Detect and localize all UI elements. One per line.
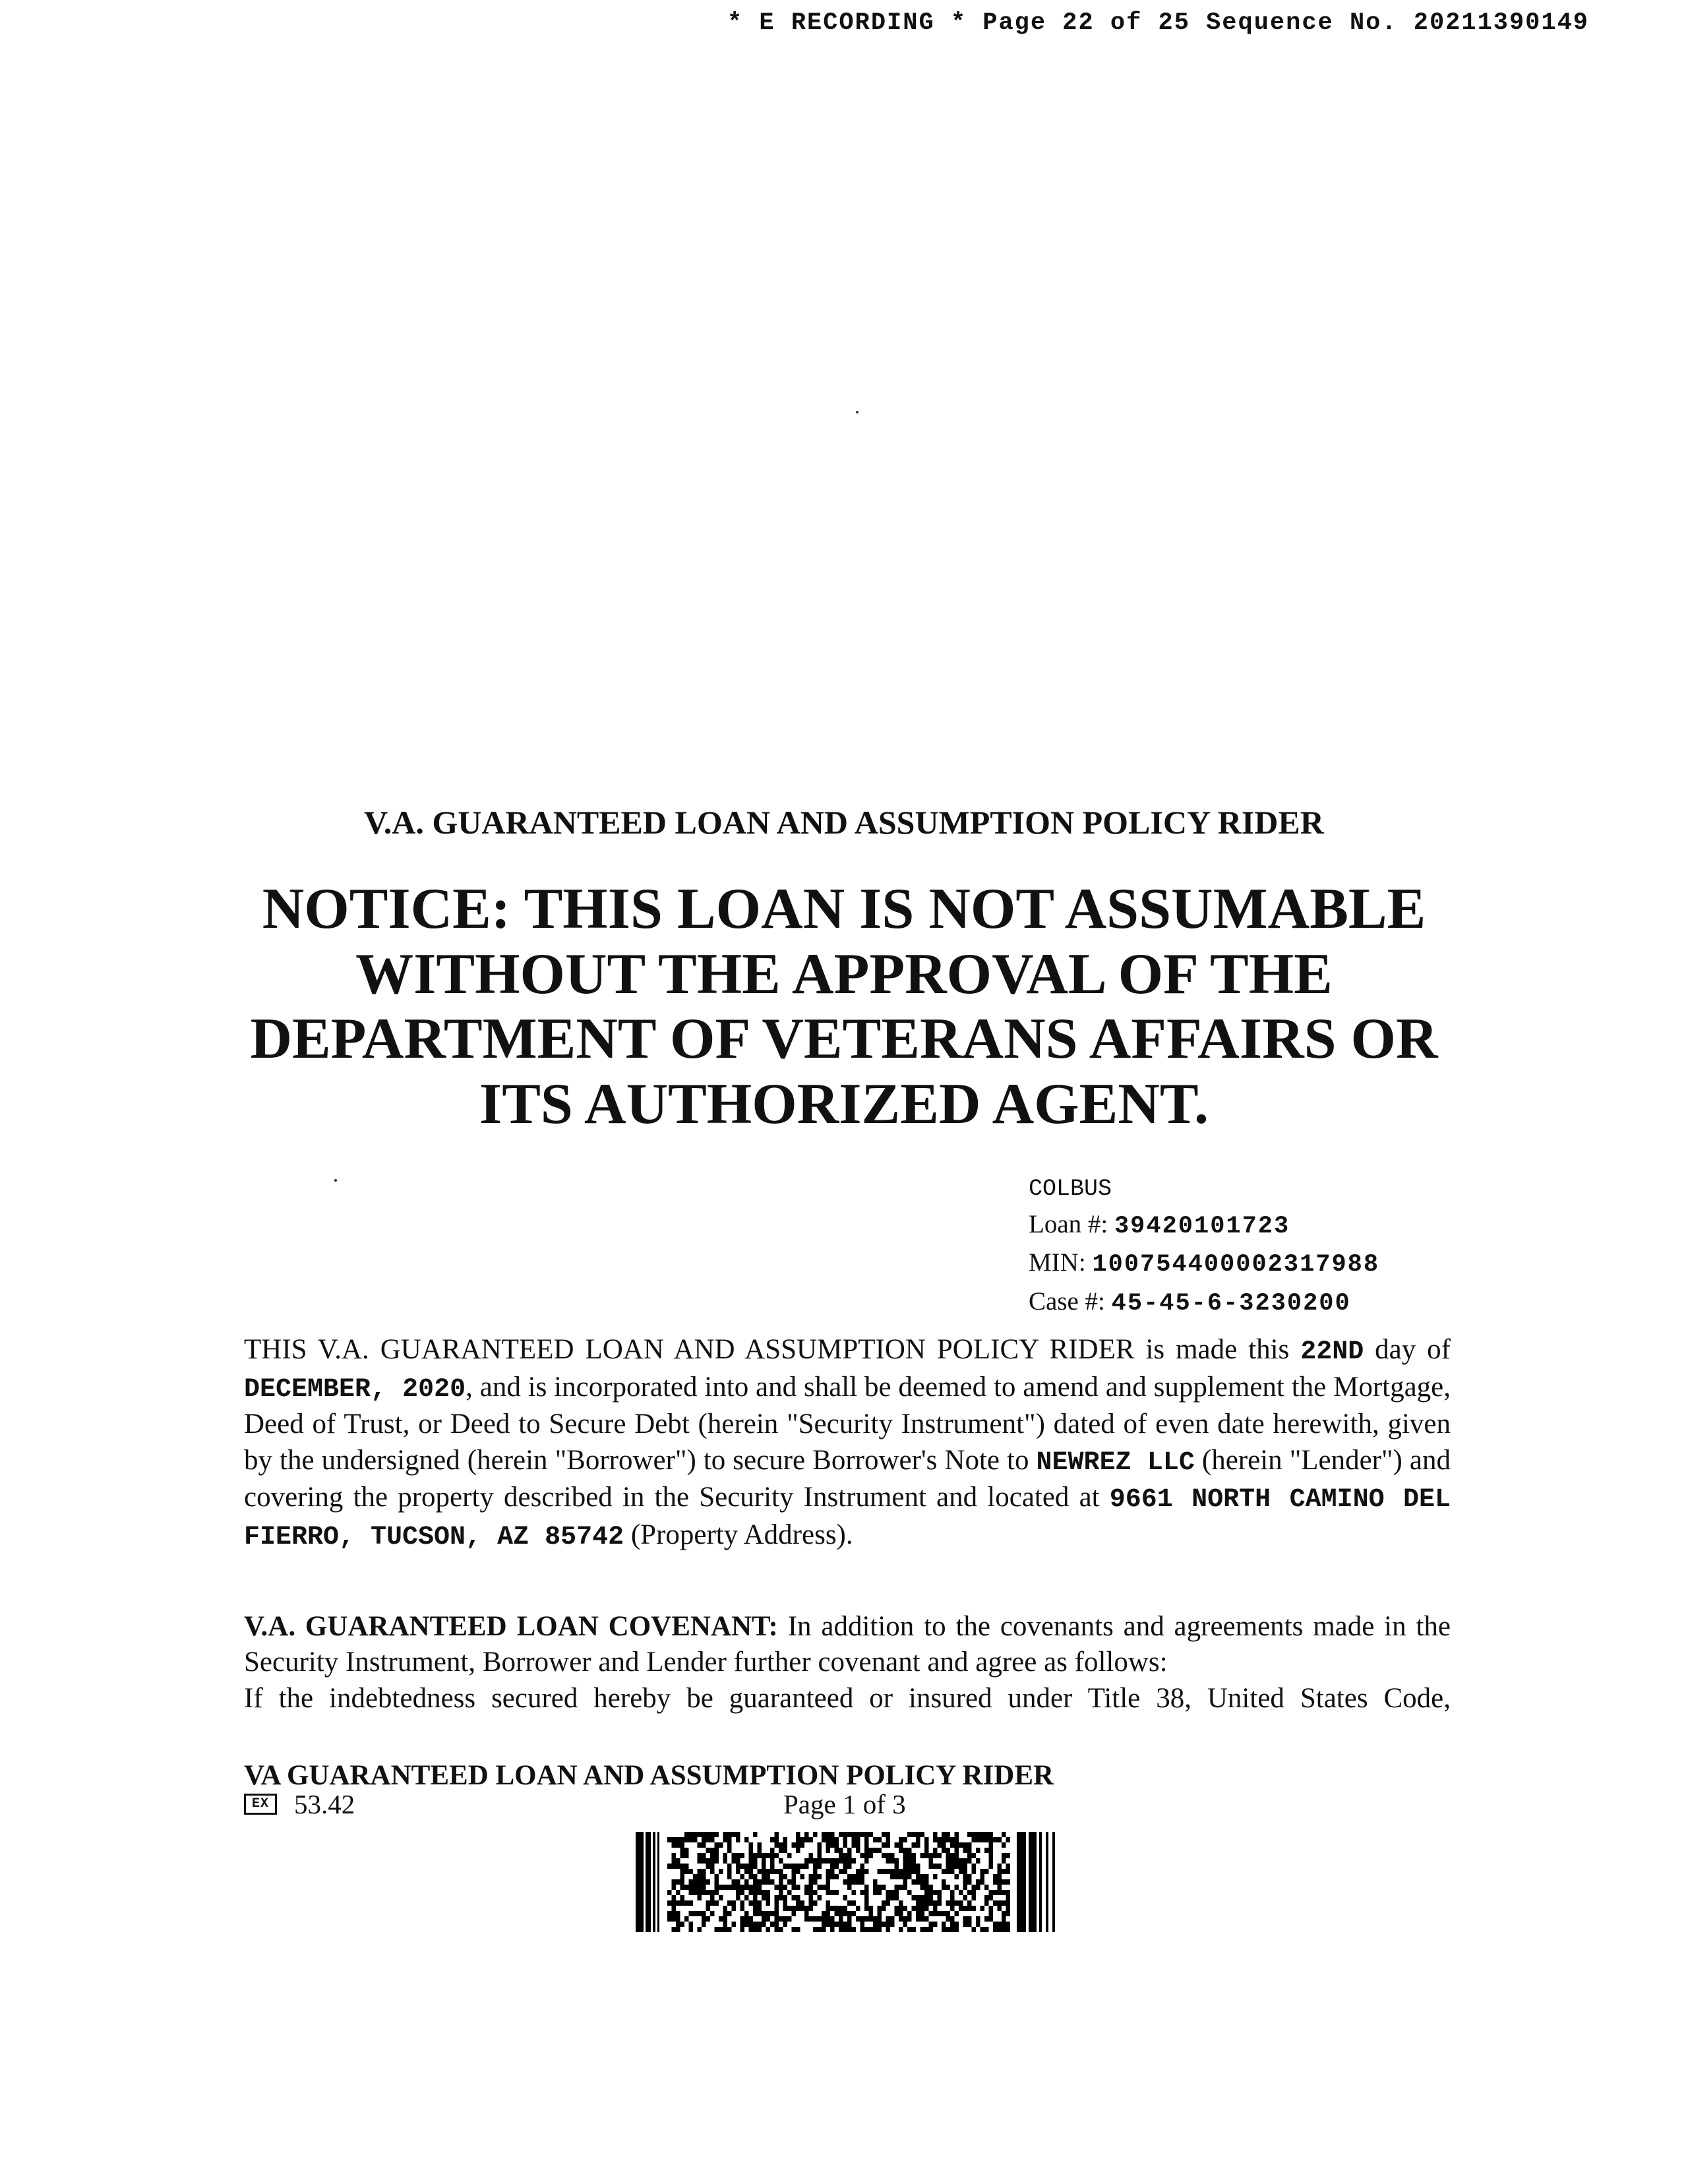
rider-day: 22ND [1300, 1337, 1364, 1367]
borrower-code: COLBUS [1029, 1176, 1112, 1202]
footer-title: VA GUARANTEED LOAN AND ASSUMPTION POLICY RIDER [244, 1760, 1054, 1791]
page-number: Page 1 of 3 [783, 1789, 906, 1819]
loan-number-line [1029, 1206, 1379, 1245]
rider-title: V.A. GUARANTEED LOAN AND ASSUMPTION POLICY RIDER [364, 804, 1324, 841]
case-number: 45-45-6-3230200 [1111, 1290, 1351, 1318]
document-barcode [636, 1832, 1064, 1932]
min-number: 100754400002317988 [1092, 1251, 1380, 1279]
covenant-text: In addition to the covenants and agreements made in the Security Instrument, Borrower and Lender further covenant and agree as follows: [244, 1611, 1451, 1678]
notice-heading: NOTICE: THIS LOAN IS NOT ASSUMABLE WITHOUT THE APPROVAL OF THE DEPARTMENT OF VETERANS AFFAIRS OR ITS AUTHORIZED AGENT. [250, 877, 1438, 1136]
intro-text: day of [1364, 1334, 1451, 1365]
covenant-continuation: If the indebtedness secured hereby be guaranteed or insured under Title 38, United States Code, [244, 1682, 1451, 1714]
rider-month-year: DECEMBER, 2020 [244, 1374, 466, 1405]
lender-name: NEWREZ LLC [1036, 1447, 1195, 1478]
intro-text: , and is incorporated into and shall be deemed to amend and supplement the Mortgage, Deed of Trust, or Deed to Secure Debt (herein "Security Instrument") dated of even date herewith, given by the undersigned (herein "Borrower") to secure Borrower's Note to [244, 1371, 1451, 1476]
min-label: MIN: [1029, 1248, 1086, 1277]
covenant-heading: V.A. GUARANTEED LOAN COVENANT: [244, 1611, 778, 1642]
rider-intro-paragraph [244, 1332, 1451, 1554]
recording-stamp: * E RECORDING * Page 22 of 25 Sequence No. 20211390149 [727, 9, 1589, 37]
property-address: 9661 NORTH CAMINO DEL FIERRO, TUCSON, AZ 85742 [244, 1485, 1451, 1552]
barcode-matrix [667, 1832, 1010, 1932]
scan-speck [334, 1179, 337, 1182]
barcode-left-bars [636, 1832, 659, 1932]
form-software-icon: EX [244, 1794, 277, 1815]
covenant-paragraph [244, 1609, 1451, 1716]
form-number: 53.42 [294, 1789, 355, 1819]
min-line [1029, 1244, 1379, 1283]
scan-speck [856, 411, 859, 413]
case-number-label: Case #: [1029, 1287, 1105, 1316]
loan-number-label: Loan #: [1029, 1209, 1108, 1238]
footer-form-id [244, 1788, 355, 1820]
intro-text: (herein "Lender") and covering the property described in the Security Instrument and located at [244, 1444, 1451, 1513]
intro-text: THIS V.A. GUARANTEED LOAN AND ASSUMPTION POLICY RIDER is made this [244, 1334, 1301, 1365]
barcode-right-bars [1017, 1832, 1055, 1932]
case-number-line [1029, 1283, 1379, 1322]
intro-text: (Property Address). [624, 1519, 853, 1550]
loan-number: 39420101723 [1114, 1212, 1290, 1240]
loan-info-block [1029, 1172, 1379, 1322]
